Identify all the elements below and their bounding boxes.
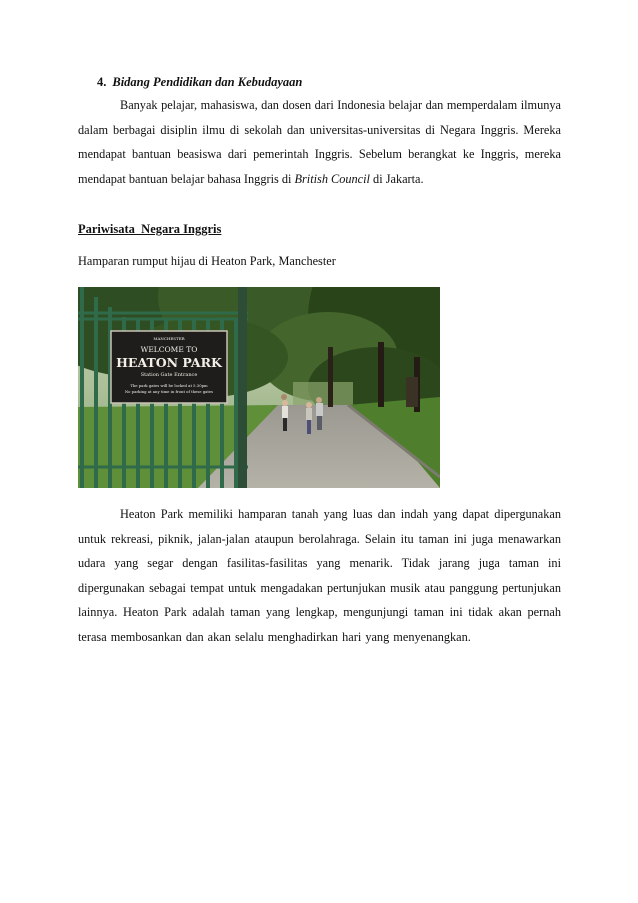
heaton-park-photo [78,287,440,488]
photo-caption: Hamparan rumput hijau di Heaton Park, Manchester [78,254,336,268]
sign-subtitle: Station Gate Entrance [140,372,198,378]
education-paragraph-text: Banyak pelajar, mahasiswa, dan dosen dari Indonesia belajar dan memperdalam ilmunya dalam berbagai disiplin ilmu di sekolah dan universitas-universitas di Negara Inggris. Mereka mendapat bantuan beasiswa dari pemerintah Inggris. Sebelum berangkat ke Inggris, mereka mendapat bantuan belajar bahasa Inggris di [78,98,561,186]
section-4-heading [97,75,302,90]
sign-logo: MANCHESTER [153,336,185,341]
section-4-title: Bidang Pendidikan dan Kebudayaan [112,75,303,89]
heaton-park-paragraph: Heaton Park memiliki hamparan tanah yang luas dan indah yang dapat dipergunakan untuk rekreasi, piknik, jalan-jalan ataupun berolahraga. Selain itu taman ini juga menawarkan udara yang segar dengan fasilitas-fasilitas yang menarik. Tidak jarang juga taman ini dipergunakan sebagai tempat untuk mengadakan pertunjukan musik atau panggung pertunjukan lainnya. Heaton Park adalah taman yang lengkap, mengunjungi taman ini tidak akan pernah terasa membosankan dan akan selalu menghadirkan hari yang menyenangkan. [78,507,561,644]
sign-welcome: WELCOME TO [140,345,198,354]
heaton-park-photo-illustration [78,287,440,488]
education-paragraph [78,93,561,191]
section-4-number: 4. [97,75,107,89]
sign-notice-2: No parking at any time in front of these gates [124,389,214,394]
tourism-section-title: Pariwisata Negara Inggris [78,222,222,236]
sign-notice-1: The park gates will be locked at 5.30pm [130,383,208,388]
british-council-text: British Council [294,171,370,186]
sign-park-name: HEATON PARK [116,355,222,370]
education-paragraph-end: di Jakarta. [369,171,424,186]
